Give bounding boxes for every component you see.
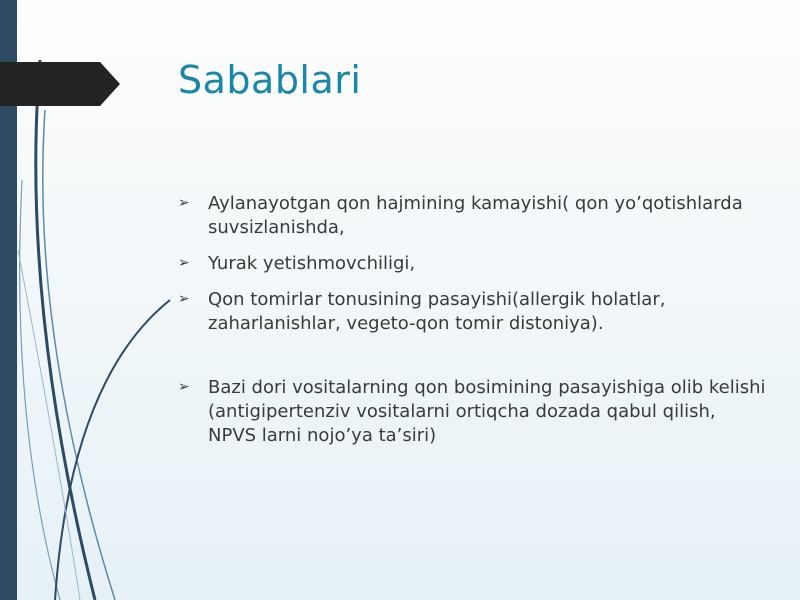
list-item (178, 252, 768, 276)
list-item (178, 376, 768, 448)
slide-title: Sabablari (178, 58, 362, 102)
bullet-text: Bazi dori vositalarning qon bosimining pasayishiga olib kelishi (antigipertenziv vositalarni ortiqcha dozada qabul qilish, NPVS larni nojo’ya ta’siri) (208, 377, 766, 446)
bullet-list (178, 192, 768, 460)
arrow-bullet-icon: ➢ (178, 379, 190, 395)
bullet-text: Aylanayotgan qon hajmining kamayishi( qon yo’qotishlarda suvsizlanishda, (208, 193, 743, 238)
arrow-bullet-icon: ➢ (178, 195, 190, 211)
list-item (178, 288, 768, 336)
bullet-text: Yurak yetishmovchiligi, (208, 253, 416, 274)
bullet-text: Qon tomirlar tonusining pasayishi(allergik holatlar, zaharlanishlar, vegeto-qon tomir distoniya). (208, 289, 666, 334)
title-arrow-shape (0, 62, 120, 106)
arrow-bullet-icon: ➢ (178, 255, 190, 271)
arrow-bullet-icon: ➢ (178, 291, 190, 307)
list-item (178, 192, 768, 240)
